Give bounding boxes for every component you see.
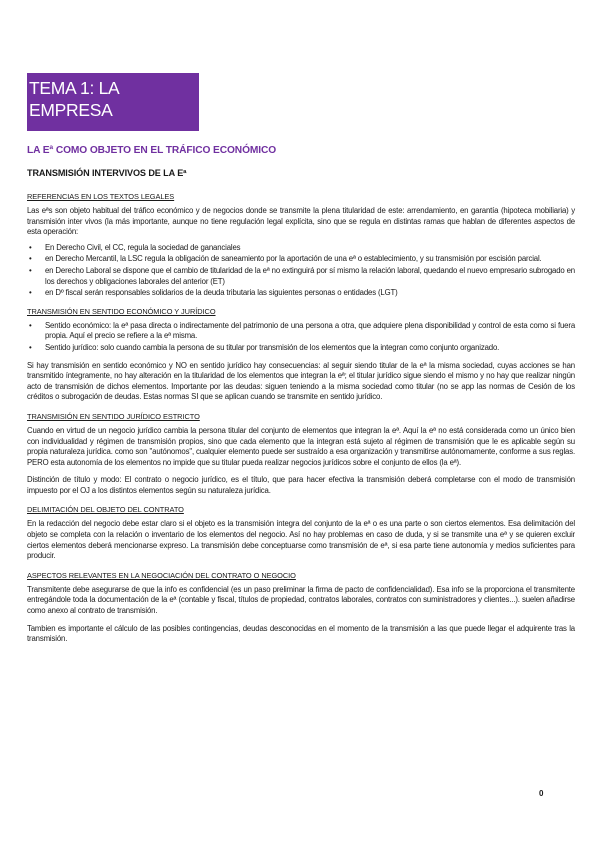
list-item: • en Derecho Mercantil, la LSC regula la obligación de saneamiento por la aportación de una eª o establecimiento, y su transmisión por escisión parcial. xyxy=(29,254,542,264)
list-item: • En Derecho Civil, el CC, regula la sociedad de gananciales xyxy=(29,242,241,252)
referencias-intro: Las eªs son objeto habitual del tráfico económico y de negocios donde se transmite la plena titularidad de este: arrendamiento, en garantía (hipoteca mobiliaria) y transmisión inter vivos (la más importante, aunque no tiene regulación legal explícita, sino que se regula en distintas ramas que hablan de diferentes aspectos de esta operación: xyxy=(27,206,575,237)
bullet-icon: • xyxy=(29,342,32,352)
economico-paragraph: Si hay transmisión en sentido económico y NO en sentido jurídico hay consecuencias: al seguir siendo titular de la eª la misma sociedad, cuyas acciones se han transmitido íntegramente, no hay alteración en la titularidad de los elementos que integran la eª; el titular jurídico sigue siendo el mismo y no hay que realizar ningún acto de transmisión de dichos elementos. Importante por las deudas: siguen teniendo a la misma sociedad como titular (no se app las normas de Cesión de los créditos o subrogación de deudas. Estas normas SI que se aplican cuando se transmite en sentido jurídico. xyxy=(27,360,575,402)
negociacion-heading: ASPECTOS RELEVANTES EN LA NEGOCIACIÓN DEL CONTRATO O NEGOCIO xyxy=(27,570,296,580)
bullet-icon: • xyxy=(29,254,32,264)
referencias-list xyxy=(27,243,575,299)
economico-list xyxy=(27,321,575,354)
list-item: • en Derecho Laboral se dispone que el cambio de titularidad de la eª no extinguirá por sí mismo la relación laboral, quedando el nuevo empresario subrogado en los derechos y obligaciones laborales del anterior (ET) xyxy=(29,265,575,286)
chapter-title: TEMA 1: LA EMPRESA xyxy=(27,73,199,131)
bullet-icon: • xyxy=(29,265,32,275)
document-content xyxy=(27,73,575,645)
delimitacion-heading: DELIMITACIÓN DEL OBJETO DEL CONTRATO xyxy=(27,505,184,515)
list-item: • en Dº fiscal serán responsables solidarios de la deuda tributaria las siguientes personas o entidades (LGT) xyxy=(29,288,398,298)
juridico-heading: TRANSMISIÓN EN SENTIDO JURÍDICO ESTRICTO xyxy=(27,411,200,421)
list-item: • Sentido jurídico: solo cuando cambia la persona de su titular por transmisión de los elementos que la integran como conjunto organizado. xyxy=(29,342,500,352)
subsection-heading: TRANSMISIÓN INTERVIVOS DE LA Eª xyxy=(27,168,187,178)
delimitacion-paragraph: En la redacción del negocio debe estar claro si el objeto es la transmisión íntegra del conjunto de la eª o es una parte o son ciertos elementos. Esa delimitación del objeto se completa con la relación o inventario de los elementos del negocio. Así no hay problemas en caso de duda, y si se transmite una eª y se quieren excluir ciertos elementos deberá mencionarse expreso. La transmisión debe conceptuarse como transmisión de eª, si esa parte tiene autonomía y medios suficientes para producir. xyxy=(27,519,575,561)
negociacion-paragraph-2: Tambien es importante el cálculo de las posibles contingencias, deudas desconocidas en el momento de la transmisión a las que puede llegar el adquirente tras la transmisión. xyxy=(27,623,575,644)
bullet-icon: • xyxy=(29,288,32,298)
economico-heading: TRANSMISIÓN EN SENTIDO ECONÓMICO Y JURÍDICO xyxy=(27,306,216,316)
section-heading: LA Eª COMO OBJETO EN EL TRÁFICO ECONÓMICO xyxy=(27,145,277,156)
juridico-paragraph-2: Distinción de título y modo: El contrato o negocio jurídico, es el título, que para hacer efectiva la transmisión deberá completarse con el modo de transmisión impuesto por el OJ a los distintos elementos según su naturaleza jurídica. xyxy=(27,475,575,495)
referencias-heading: REFERENCIAS EN LOS TEXTOS LEGALES xyxy=(27,192,175,201)
page-number: 0 xyxy=(539,789,544,798)
juridico-paragraph-1: Cuando en virtud de un negocio jurídico cambia la persona titular del conjunto de elementos que integran la eª. Aquí la eª no está considerada como un único bien con individualidad y régimen de transmisión propios, sino que cada elemento que la integran está sujeto al régimen de transmisión que le es aplicable según su propia naturaleza jurídica. como son "autónomos", cualquier elemento puede ser sustraído a esa organización y transmitirse autónomamente, conforme a sus reglas. PERO esta autonomía de los elementos no impide que su titular pueda realizar negocios jurídicos sobre el conjunto de ellos (la eª). xyxy=(27,425,575,467)
negociacion-paragraph-1: Transmitente debe asegurarse de que la info es confidencial (es un paso preliminar la firma de pacto de confidencialidad). Esa info se la proporciona el transmitente entregándole toda la documentación de la eª (contable y fiscal, títulos de propiedad, contratos laborales, contratos con suministradores y clientes...). suelen añadirse como anexo al contrato de transmisión. xyxy=(27,584,575,616)
bullet-icon: • xyxy=(29,320,32,330)
bullet-icon: • xyxy=(29,242,32,252)
list-item: • Sentido económico: la eª pasa directa o indirectamente del patrimonio de una persona a otra, que adquiere plena disponibilidad y control de esta como si fuera propia. Aquí el precio se refiere a la eª misma. xyxy=(29,320,575,341)
